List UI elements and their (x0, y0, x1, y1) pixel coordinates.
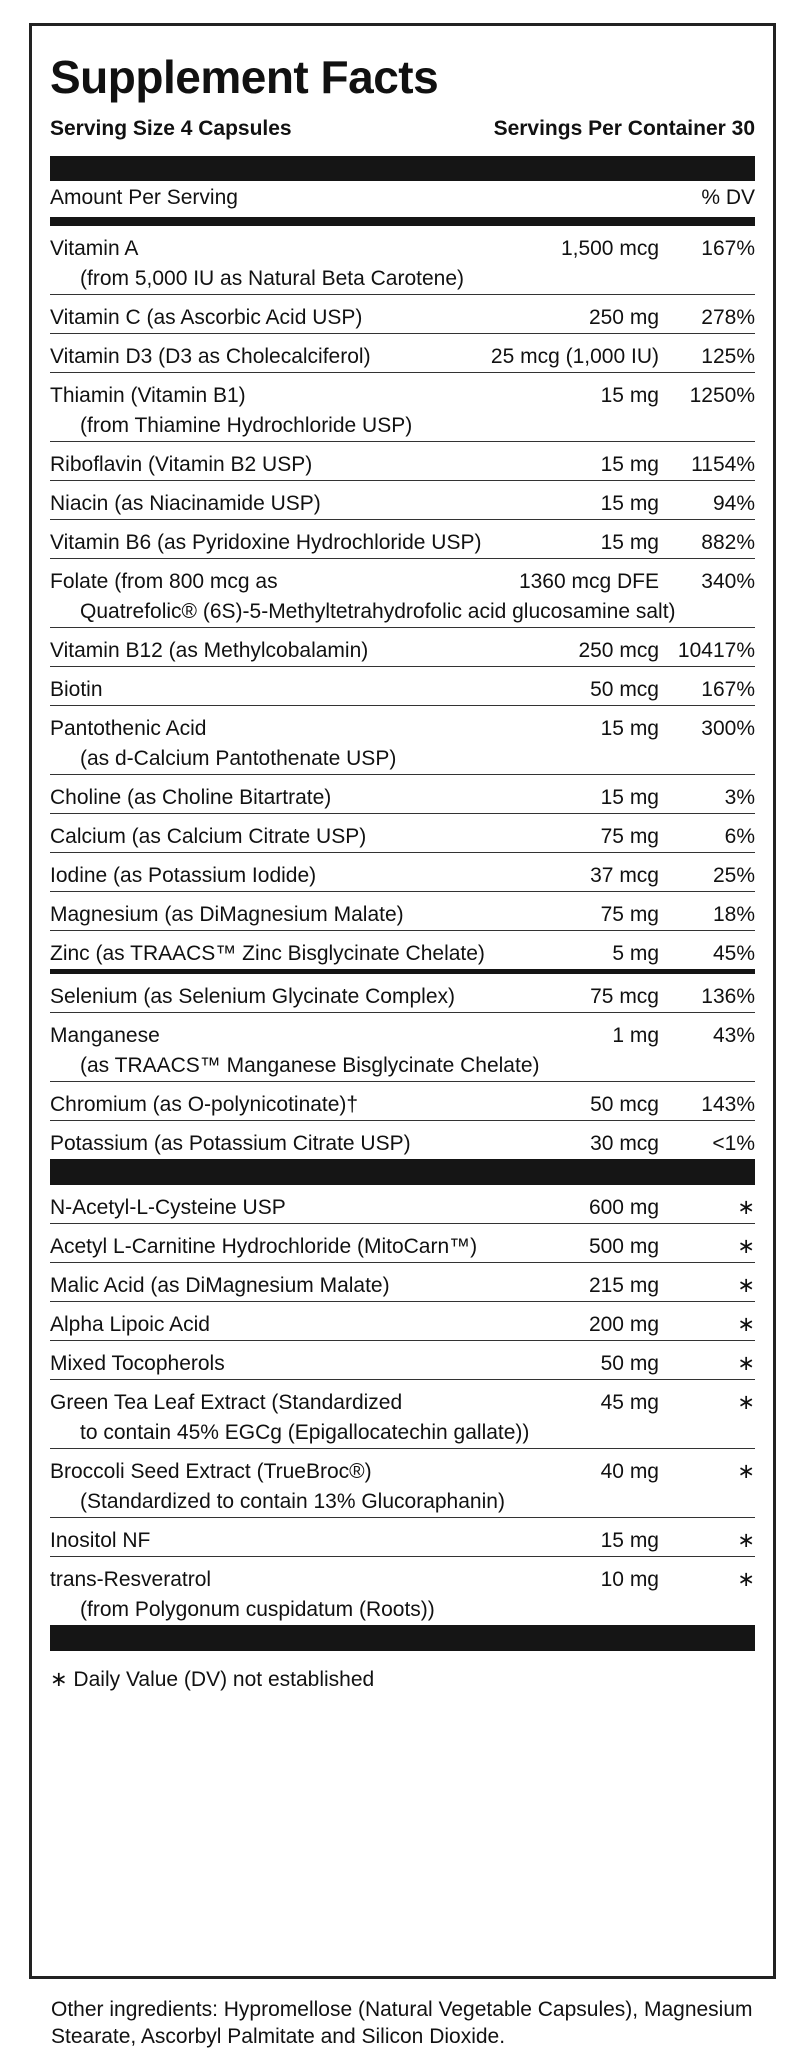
nutrient-row (50, 442, 755, 481)
nutrient-row (50, 667, 755, 706)
nutrient-amount: 1 mg (612, 1024, 659, 1047)
nutrient-name: Inositol NF (50, 1529, 151, 1552)
nutrient-name: Magnesium (as DiMagnesium Malate) (50, 903, 404, 926)
nutrient-name: Calcium (as Calcium Citrate USP) (50, 825, 367, 848)
nutrient-row (50, 1557, 755, 1625)
nutrient-row (50, 1380, 755, 1449)
nutrient-name-cell (50, 342, 491, 372)
nutrient-name-cell (50, 982, 590, 1012)
nutrient-group-trace-minerals (50, 974, 755, 1159)
column-header (50, 181, 755, 215)
nutrient-name: Potassium (as Potassium Citrate USP) (50, 1132, 411, 1155)
nutrient-dv: 125% (701, 345, 755, 368)
nutrient-source: (as TRAACS™ Manganese Bisglycinate Chelate) (80, 1054, 540, 1077)
nutrient-row (50, 1121, 755, 1159)
nutrient-row (50, 1082, 755, 1121)
nutrient-row (50, 931, 755, 974)
nutrient-amount: 5 mg (612, 942, 659, 965)
nutrient-dv: 45% (712, 942, 755, 965)
nutrient-dv: 882% (701, 531, 755, 554)
nutrient-name-cell (50, 1193, 589, 1223)
nutrient-row (50, 974, 755, 1013)
nutrient-source: (as d-Calcium Pantothenate USP) (80, 747, 397, 770)
nutrient-amount: 30 mcg (590, 1132, 659, 1155)
nutrient-name: Alpha Lipoic Acid (50, 1313, 210, 1336)
nutrient-name: Niacin (as Niacinamide USP) (50, 492, 321, 515)
dv-header-label: % DV (701, 186, 755, 209)
nutrient-name-cell (50, 567, 519, 597)
nutrient-amount: 50 mcg (590, 678, 659, 701)
nutrient-name: Biotin (50, 678, 103, 701)
nutrient-amount: 1360 mcg DFE (518, 570, 659, 593)
nutrient-row (50, 706, 755, 775)
nutrient-name: Thiamin (Vitamin B1) (50, 384, 246, 407)
nutrient-row (50, 295, 755, 334)
nutrient-row (50, 1013, 755, 1082)
nutrient-name: Selenium (as Selenium Glycinate Complex) (50, 985, 455, 1008)
nutrient-source: (Standardized to contain 13% Glucoraphanin) (80, 1490, 505, 1513)
nutrient-dv: 1250% (689, 384, 755, 407)
nutrient-amount: 37 mcg (590, 864, 659, 887)
nutrient-dv: 18% (712, 903, 755, 926)
nutrient-amount: 10 mg (600, 1568, 659, 1591)
nutrient-dv: 143% (701, 1093, 755, 1116)
nutrient-dv: 94% (712, 492, 755, 515)
nutrient-row (50, 892, 755, 931)
nutrient-source: to contain 45% EGCg (Epigallocatechin gallate)) (80, 1421, 530, 1444)
nutrient-row (50, 1449, 755, 1518)
supplement-facts-panel (29, 23, 776, 1979)
nutrient-name-cell (50, 1457, 601, 1517)
nutrient-name-cell (50, 1310, 589, 1340)
servings-per-container: Servings Per Container 30 (493, 117, 755, 140)
nutrient-row (50, 775, 755, 814)
nutrient-dv: 25% (712, 864, 755, 887)
nutrient-name-cell (50, 528, 601, 558)
nutrient-name-cell (50, 714, 601, 774)
nutrient-name-cell (50, 939, 612, 969)
nutrient-dv: ∗ (737, 1274, 755, 1297)
nutrient-name-cell (50, 861, 590, 891)
nutrient-name-cell (50, 450, 601, 480)
nutrient-amount: 250 mg (588, 306, 659, 329)
nutrient-dv: ∗ (737, 1568, 755, 1591)
medium-divider (50, 217, 755, 226)
nutrient-row (50, 853, 755, 892)
nutrient-amount: 600 mg (588, 1196, 659, 1219)
nutrient-dv: 278% (701, 306, 755, 329)
nutrient-name-cell (50, 636, 578, 666)
nutrient-dv: ∗ (737, 1529, 755, 1552)
nutrient-dv: 3% (724, 786, 755, 809)
nutrient-name-cell (50, 1232, 589, 1262)
nutrient-amount: 250 mcg (578, 639, 659, 662)
nutrient-dv: 136% (701, 985, 755, 1008)
nutrient-amount: 15 mg (600, 786, 659, 809)
nutrient-amount: 1,500 mcg (560, 237, 659, 260)
nutrient-amount: 15 mg (600, 384, 659, 407)
nutrient-name-cell (50, 381, 601, 441)
nutrient-name: Vitamin B12 (as Methylcobalamin) (50, 639, 369, 662)
nutrient-name: Manganese (50, 1024, 160, 1047)
nutrient-source: (from Polygonum cuspidatum (Roots)) (80, 1598, 435, 1621)
nutrient-amount: 75 mg (600, 903, 659, 926)
nutrient-amount: 15 mg (600, 531, 659, 554)
nutrient-name-cell (50, 1565, 601, 1625)
nutrient-row (50, 481, 755, 520)
nutrient-row (50, 628, 755, 667)
amount-per-serving-label: Amount Per Serving (50, 186, 238, 209)
nutrient-name: Iodine (as Potassium Iodide) (50, 864, 317, 887)
nutrient-name: Pantothenic Acid (50, 717, 207, 740)
nutrient-source: (from Thiamine Hydrochloride USP) (80, 414, 413, 437)
nutrient-row (50, 1185, 755, 1224)
nutrient-source: Quatrefolic® (6S)-5-Methyltetrahydrofolic acid glucosamine salt) (80, 600, 676, 623)
nutrient-dv: ∗ (737, 1391, 755, 1414)
nutrient-name-cell (50, 783, 601, 813)
nutrient-group-vitamins-minerals (50, 226, 755, 974)
nutrient-name: Choline (as Choline Bitartrate) (50, 786, 332, 809)
nutrient-name-cell (50, 234, 561, 294)
serving-info (50, 117, 755, 145)
nutrient-source: (from 5,000 IU as Natural Beta Carotene) (80, 267, 465, 290)
nutrient-name: Green Tea Leaf Extract (Standardized (50, 1391, 403, 1414)
nutrient-name: Vitamin B6 (as Pyridoxine Hydrochloride USP) (50, 531, 482, 554)
nutrient-dv: 6% (724, 825, 755, 848)
nutrient-amount: 50 mcg (590, 1093, 659, 1116)
nutrient-amount: 50 mg (600, 1352, 659, 1375)
nutrient-name: Broccoli Seed Extract (TrueBroc®) (50, 1460, 372, 1483)
nutrient-dv: ∗ (737, 1460, 755, 1483)
nutrient-name: Mixed Tocopherols (50, 1352, 225, 1375)
nutrient-name-cell (50, 1090, 590, 1120)
nutrient-row (50, 1518, 755, 1557)
nutrient-row (50, 520, 755, 559)
nutrient-row (50, 334, 755, 373)
nutrient-dv: 167% (701, 237, 755, 260)
thick-divider (50, 156, 755, 181)
nutrient-row (50, 1263, 755, 1302)
nutrient-name-cell (50, 303, 589, 333)
nutrient-dv: 1154% (691, 453, 755, 476)
nutrient-name-cell (50, 1129, 590, 1159)
nutrient-name-cell (50, 1021, 612, 1081)
nutrient-row (50, 559, 755, 628)
thick-divider (50, 1159, 755, 1185)
nutrient-name-cell (50, 1271, 589, 1301)
nutrient-row (50, 373, 755, 442)
nutrient-name: Malic Acid (as DiMagnesium Malate) (50, 1274, 390, 1297)
nutrient-amount: 40 mg (600, 1460, 659, 1483)
thick-divider (50, 1625, 755, 1651)
nutrient-group-other-ingredients (50, 1185, 755, 1625)
nutrient-dv: 43% (712, 1024, 755, 1047)
nutrient-row (50, 1224, 755, 1263)
nutrient-amount: 15 mg (600, 453, 659, 476)
nutrient-amount: 25 mcg (1,000 IU) (490, 345, 659, 368)
nutrient-amount: 75 mcg (590, 985, 659, 1008)
nutrient-name-cell (50, 1388, 601, 1448)
nutrient-name: Vitamin D3 (D3 as Cholecalciferol) (50, 345, 371, 368)
nutrient-dv: ∗ (737, 1196, 755, 1219)
nutrient-amount: 500 mg (588, 1235, 659, 1258)
panel-title: Supplement Facts (50, 51, 439, 103)
nutrient-name-cell (50, 900, 601, 930)
nutrient-amount: 200 mg (588, 1313, 659, 1336)
nutrient-row (50, 1302, 755, 1341)
nutrient-dv: 167% (701, 678, 755, 701)
nutrient-name: trans-Resveratrol (50, 1568, 212, 1591)
nutrient-row (50, 814, 755, 853)
nutrient-dv: ∗ (737, 1352, 755, 1375)
nutrient-name-cell (50, 489, 601, 519)
nutrient-name-cell (50, 1526, 601, 1556)
nutrient-amount: 15 mg (600, 717, 659, 740)
serving-size: Serving Size 4 Capsules (50, 117, 292, 140)
nutrient-dv: ∗ (737, 1313, 755, 1336)
nutrient-row (50, 226, 755, 295)
nutrient-dv: ∗ (737, 1235, 755, 1258)
nutrient-name-cell (50, 822, 601, 852)
nutrient-name: Vitamin C (as Ascorbic Acid USP) (50, 306, 363, 329)
nutrient-amount: 45 mg (600, 1391, 659, 1414)
nutrient-name-cell (50, 675, 590, 705)
nutrient-amount: 15 mg (600, 492, 659, 515)
nutrient-amount: 75 mg (600, 825, 659, 848)
nutrient-name: Zinc (as TRAACS™ Zinc Bisglycinate Chelate) (50, 942, 485, 965)
nutrient-dv: 300% (701, 717, 755, 740)
nutrient-dv: <1% (712, 1132, 755, 1155)
nutrient-name: Riboflavin (Vitamin B2 USP) (50, 453, 313, 476)
nutrient-name: N-Acetyl-L-Cysteine USP (50, 1196, 286, 1219)
other-ingredients: Other ingredients: Hypromellose (Natural Vegetable Capsules), Magnesium Stearate, Ascorbyl Palmitate and Silicon Dioxide. (51, 1998, 753, 2048)
nutrient-amount: 215 mg (588, 1274, 659, 1297)
nutrient-name-cell (50, 1349, 601, 1379)
nutrient-dv: 10417% (677, 639, 755, 662)
nutrient-name: Vitamin A (50, 237, 139, 260)
nutrient-dv: 340% (701, 570, 755, 593)
nutrient-name: Chromium (as O-polynicotinate)† (50, 1093, 359, 1116)
nutrient-name: Acetyl L-Carnitine Hydrochloride (MitoCarn™) (50, 1235, 478, 1258)
nutrient-amount: 15 mg (600, 1529, 659, 1552)
footnote: ∗ Daily Value (DV) not established (50, 1668, 375, 1691)
nutrient-name: Folate (from 800 mcg as (50, 570, 278, 593)
nutrient-row (50, 1341, 755, 1380)
